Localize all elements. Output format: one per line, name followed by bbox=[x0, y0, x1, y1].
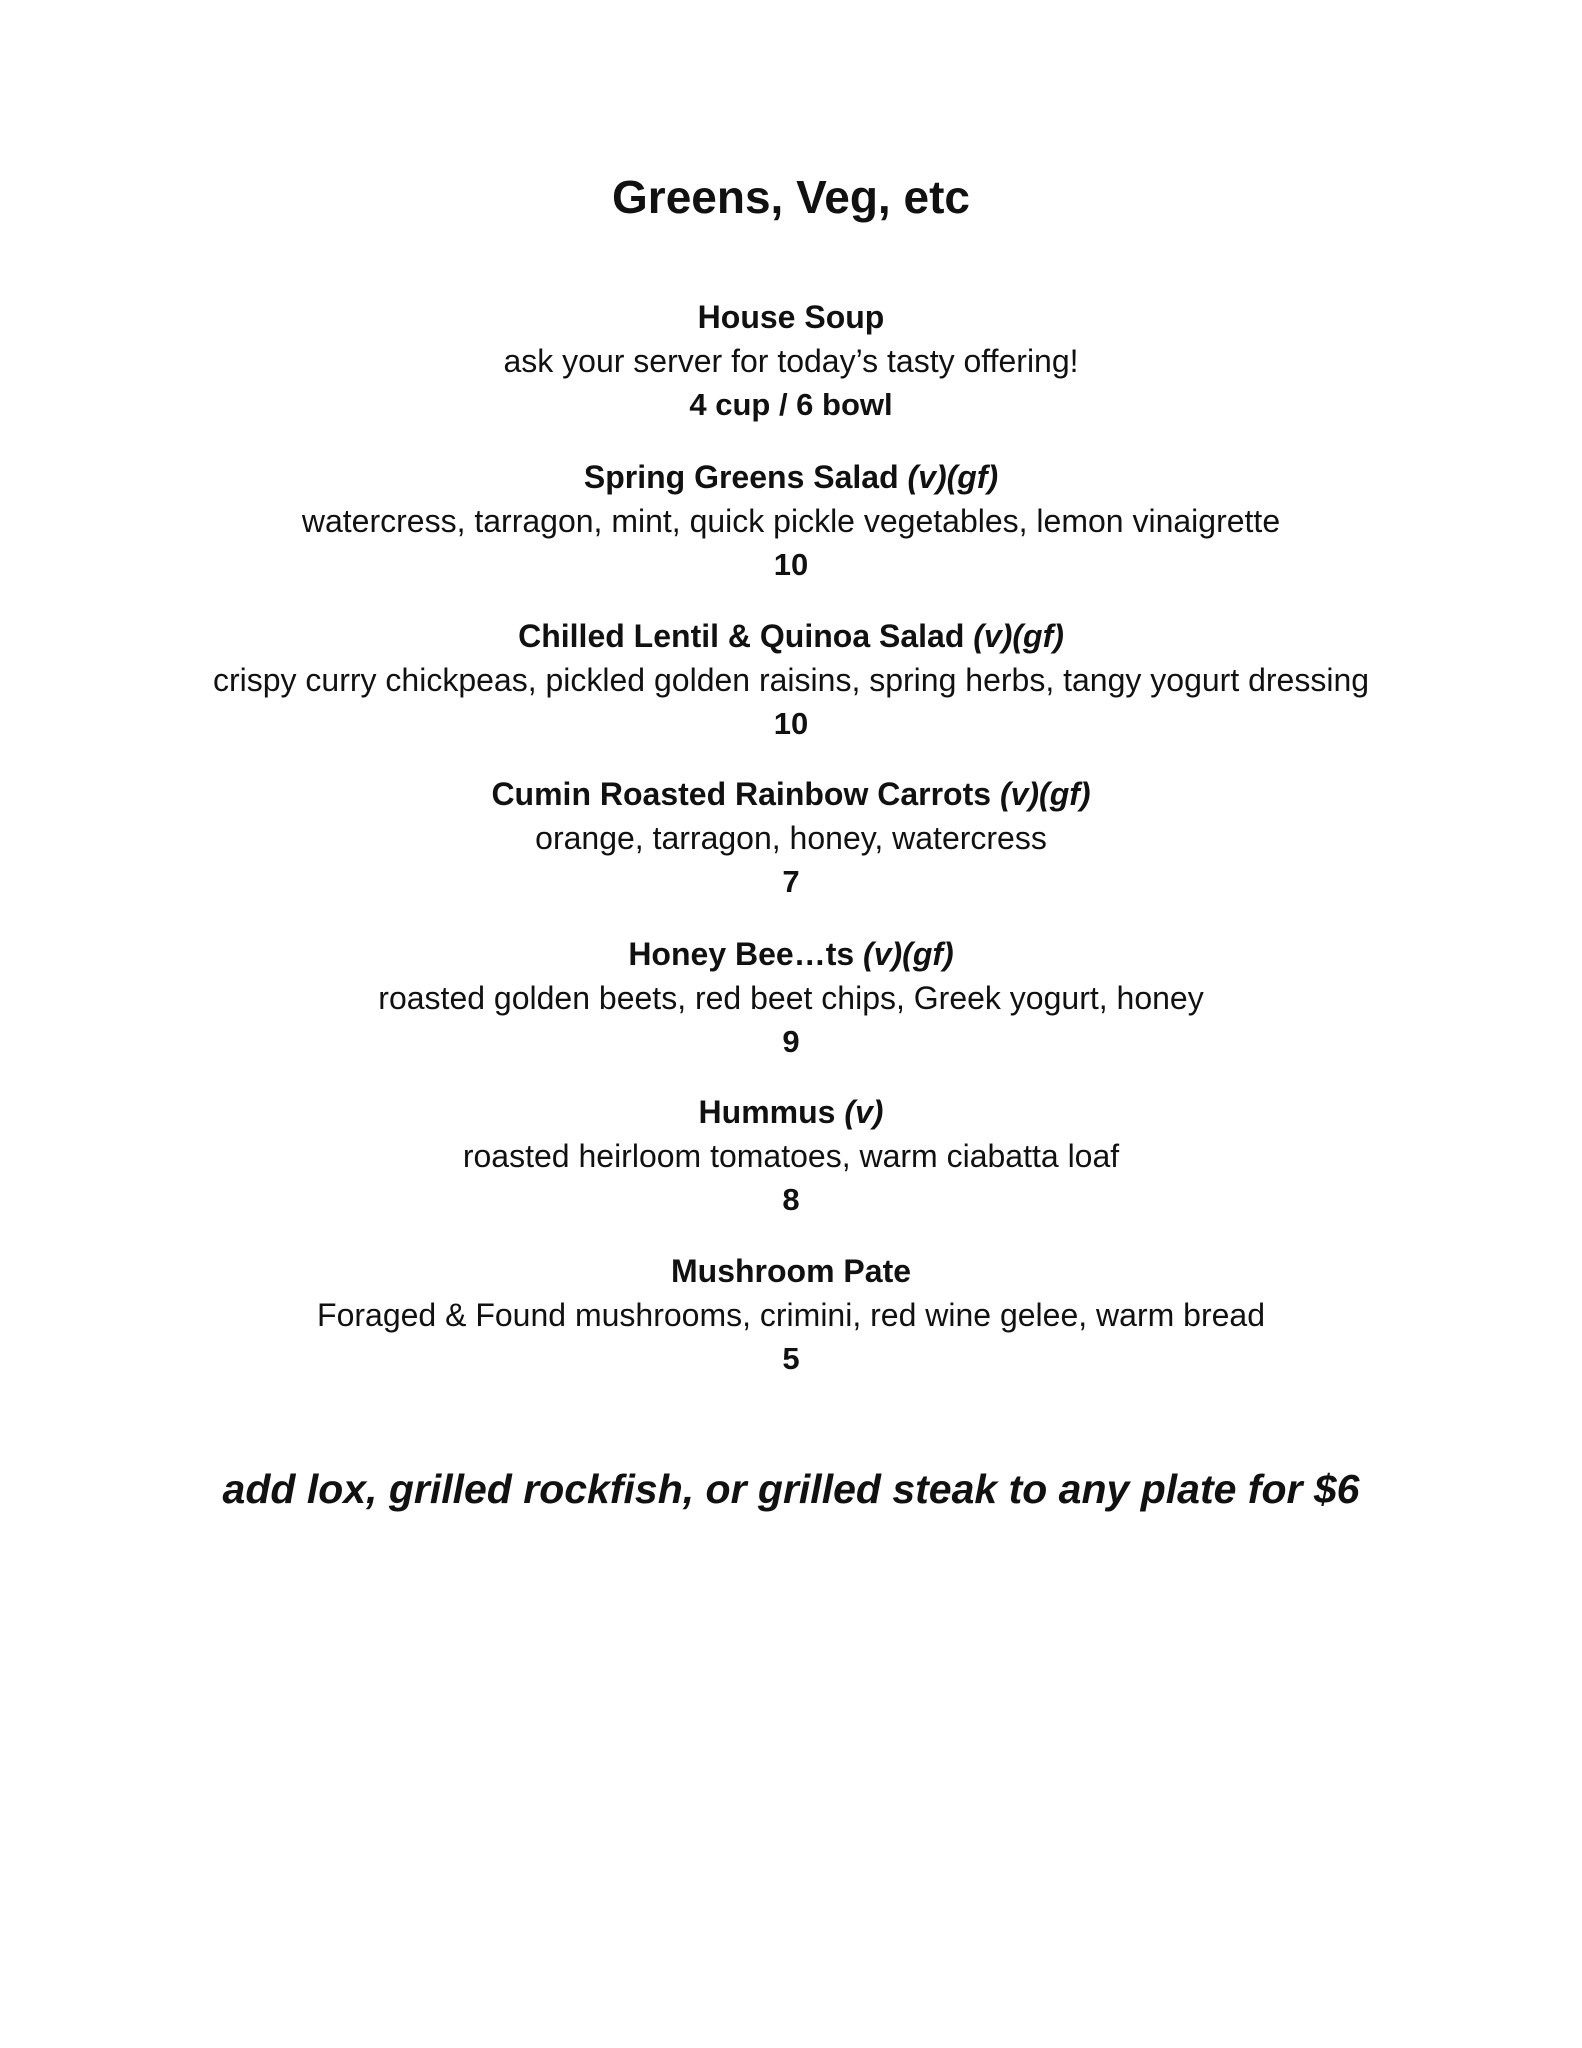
menu-item-tags: (v)(gf) bbox=[907, 459, 999, 495]
menu-item-name: Cumin Roasted Rainbow Carrots (v)(gf) bbox=[491, 776, 1091, 812]
menu-item-lentil-quinoa-salad bbox=[0, 614, 1582, 746]
menu-item-price: 8 bbox=[782, 1182, 800, 1217]
menu-item-rainbow-carrots bbox=[0, 772, 1582, 904]
menu-item-tags: (v) bbox=[844, 1094, 884, 1130]
menu-item-spring-greens-salad bbox=[0, 455, 1582, 587]
menu-item-price: 10 bbox=[773, 706, 809, 741]
menu-item-price: 7 bbox=[782, 864, 800, 899]
menu-item-description: roasted heirloom tomatoes, warm ciabatta loaf bbox=[462, 1138, 1120, 1174]
add-protein-note: add lox, grilled rockfish, or grilled steak to any plate for $6 bbox=[222, 1466, 1360, 1512]
menu-item-description: crispy curry chickpeas, pickled golden raisins, spring herbs, tangy yogurt dressing bbox=[212, 662, 1370, 698]
menu-item-name: Honey Bee…ts (v)(gf) bbox=[628, 936, 954, 972]
menu-item-description: ask your server for today’s tasty offering! bbox=[503, 343, 1079, 379]
menu-item-description: watercress, tarragon, mint, quick pickle vegetables, lemon vinaigrette bbox=[301, 503, 1281, 539]
menu-item-hummus bbox=[0, 1090, 1582, 1222]
menu-item-price: 9 bbox=[782, 1024, 800, 1059]
menu-item-tags: (v)(gf) bbox=[973, 618, 1064, 654]
menu-item-tags: (v)(gf) bbox=[863, 936, 954, 972]
menu-item-house-soup bbox=[0, 295, 1582, 427]
menu-item-price: 10 bbox=[773, 547, 809, 582]
menu-item-price: 5 bbox=[782, 1341, 800, 1376]
menu-item-name: Spring Greens Salad (v)(gf) bbox=[583, 459, 999, 495]
menu-item-description: Foraged & Found mushrooms, crimini, red wine gelee, warm bread bbox=[317, 1297, 1265, 1333]
menu-item-description: roasted golden beets, red beet chips, Greek yogurt, honey bbox=[378, 980, 1204, 1016]
menu-item-honey-beets bbox=[0, 932, 1582, 1064]
menu-item-name: Mushroom Pate bbox=[670, 1253, 912, 1289]
menu-item-tags: (v)(gf) bbox=[999, 776, 1091, 812]
menu-item-name: House Soup bbox=[697, 299, 885, 335]
menu-item-price: 4 cup / 6 bowl bbox=[689, 387, 893, 422]
menu-item-name: Hummus (v) bbox=[698, 1094, 884, 1130]
menu-item-description: orange, tarragon, honey, watercress bbox=[535, 820, 1047, 856]
menu-item-name: Chilled Lentil & Quinoa Salad (v)(gf) bbox=[518, 618, 1064, 654]
section-title: Greens, Veg, etc bbox=[612, 171, 970, 223]
menu-item-mushroom-pate bbox=[0, 1249, 1582, 1381]
